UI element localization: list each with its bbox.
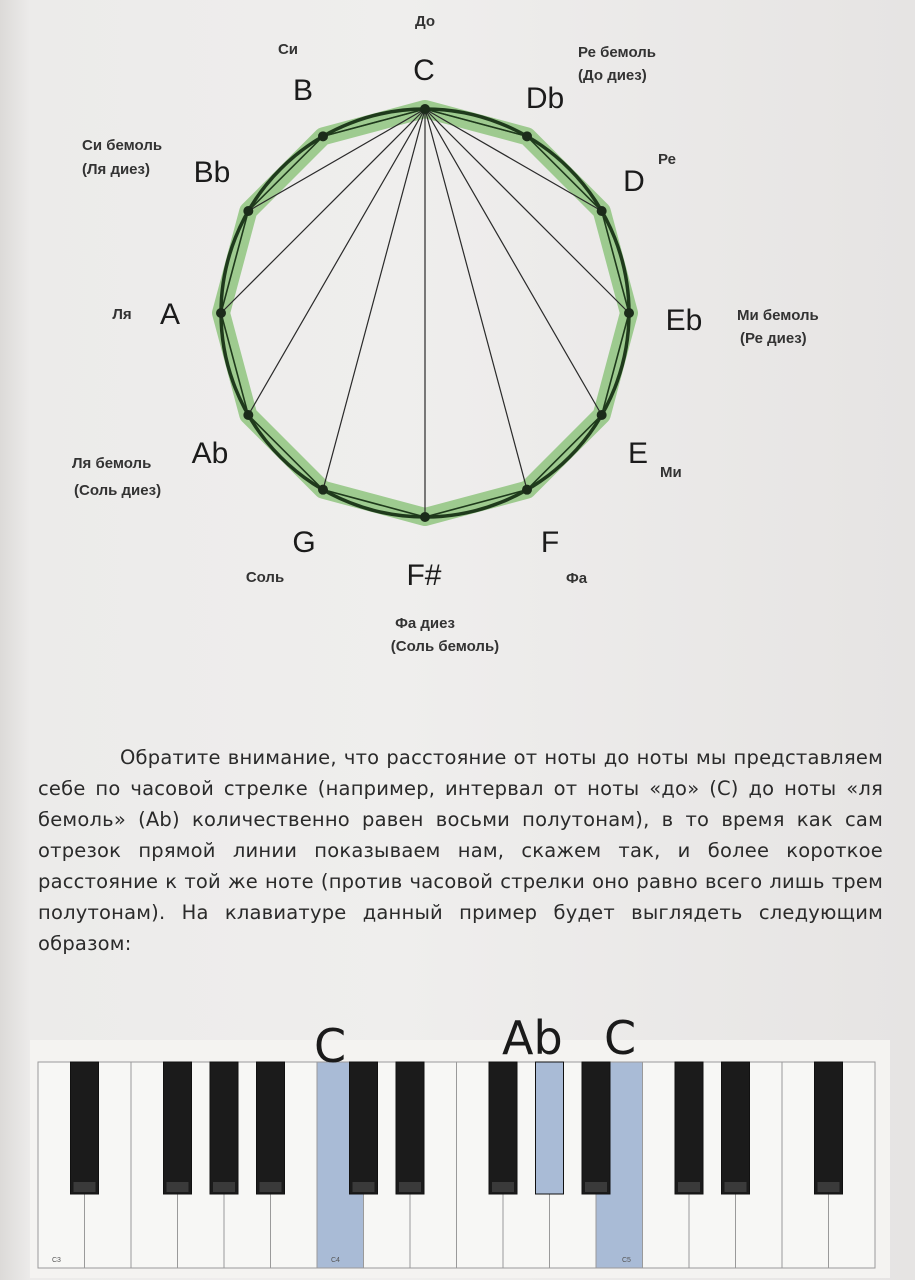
note-name-1-0: Ре бемоль — [578, 44, 656, 61]
note-letter-8: Ab — [191, 437, 229, 470]
note-name-8-1: (Соль диез) — [74, 482, 162, 499]
handwritten-ab: Ab — [502, 1011, 563, 1065]
black-key-tip-10 — [725, 1182, 747, 1192]
octave-mark-0: C3 — [52, 1257, 61, 1264]
black-key-7 — [536, 1062, 564, 1194]
chord-line-7 — [323, 109, 425, 490]
black-key-9 — [675, 1062, 703, 1194]
note-name-10-1: (Ля диез) — [82, 161, 150, 178]
note-dot-1 — [522, 131, 532, 141]
black-key-tip-0 — [74, 1182, 96, 1192]
handwritten-c-right: C — [604, 1011, 637, 1065]
note-dot-4 — [597, 410, 607, 420]
black-key-11 — [815, 1062, 843, 1194]
black-key-6 — [489, 1062, 517, 1194]
note-letter-10: Bb — [193, 156, 231, 189]
black-key-4 — [350, 1062, 378, 1194]
note-name-6-1: (Соль бемоль) — [390, 638, 500, 655]
body-paragraph — [38, 742, 883, 959]
piano-keyboard — [0, 1000, 915, 1280]
body-paragraph-text: Обратите внимание, что расстояние от ноты до ноты мы представляем себе по часовой стрелке (например, интервал от ноты «до» (C) до ноты «ля бемоль» (Ab) количественно равен восьми полутонам), в то время как сам отрезок прямой линии показываем нам, скажем так, и более короткое расстояние к той же ноте (против часовой стрелки оно равно всего лишь трем полутонам). На клавиатуре данный пример будет выглядеть следующим образом: — [38, 745, 883, 955]
black-key-2 — [210, 1062, 238, 1194]
octave-mark-1: C4 — [331, 1257, 340, 1264]
black-key-tip-9 — [678, 1182, 700, 1192]
note-name-10-0: Си бемоль — [82, 137, 163, 154]
note-circle — [216, 104, 634, 522]
note-dot-3 — [624, 308, 634, 318]
black-key-tip-6 — [492, 1182, 514, 1192]
note-letter-11: B — [292, 74, 314, 107]
note-name-5-0: Фа — [566, 570, 588, 587]
black-key-tip-2 — [213, 1182, 235, 1192]
handwritten-c-left: C — [314, 1019, 347, 1073]
black-key-tip-11 — [818, 1182, 840, 1192]
black-key-0 — [71, 1062, 99, 1194]
black-key-3 — [257, 1062, 285, 1194]
chord-line-8 — [248, 109, 425, 415]
note-name-11-0: Си — [277, 41, 299, 58]
note-name-2-0: Ре — [658, 151, 676, 168]
note-name-4-0: Ми — [660, 464, 682, 481]
note-dot-0 — [420, 104, 430, 114]
note-dot-8 — [243, 410, 253, 420]
note-name-6-0: Фа диез — [395, 615, 455, 632]
note-letter-6: F# — [406, 559, 442, 592]
note-dot-10 — [243, 206, 253, 216]
chord-line-4 — [425, 109, 602, 415]
black-key-8 — [582, 1062, 610, 1194]
note-letter-4: E — [627, 437, 649, 470]
note-letter-9: A — [159, 298, 181, 331]
note-name-7-0: Соль — [245, 569, 285, 586]
octave-mark-2: C5 — [622, 1257, 631, 1264]
note-dot-5 — [522, 485, 532, 495]
note-letter-5: F — [540, 526, 560, 559]
note-letter-2: D — [623, 165, 645, 198]
note-name-1-1: (До диез) — [578, 67, 647, 84]
black-key-tip-3 — [260, 1182, 282, 1192]
black-key-tip-5 — [399, 1182, 421, 1192]
black-key-tip-8 — [585, 1182, 607, 1192]
note-dot-2 — [597, 206, 607, 216]
black-key-tip-1 — [167, 1182, 189, 1192]
black-key-1 — [164, 1062, 192, 1194]
note-dot-11 — [318, 131, 328, 141]
note-dot-6 — [420, 512, 430, 522]
note-name-8-0: Ля бемоль — [72, 455, 152, 472]
chord-line-5 — [425, 109, 527, 490]
note-name-3-1: (Ре диез) — [740, 330, 807, 347]
note-name-9-0: Ля — [112, 306, 132, 323]
black-key-tip-4 — [353, 1182, 375, 1192]
note-letter-1: Db — [525, 82, 565, 115]
note-dot-7 — [318, 485, 328, 495]
black-key-5 — [396, 1062, 424, 1194]
note-dot-9 — [216, 308, 226, 318]
note-name-0-0: До — [414, 13, 436, 30]
note-name-3-0: Ми бемоль — [737, 307, 819, 324]
note-letter-3: Eb — [665, 304, 703, 337]
note-letter-0: C — [413, 54, 435, 87]
black-key-10 — [722, 1062, 750, 1194]
note-letter-7: G — [292, 526, 316, 559]
